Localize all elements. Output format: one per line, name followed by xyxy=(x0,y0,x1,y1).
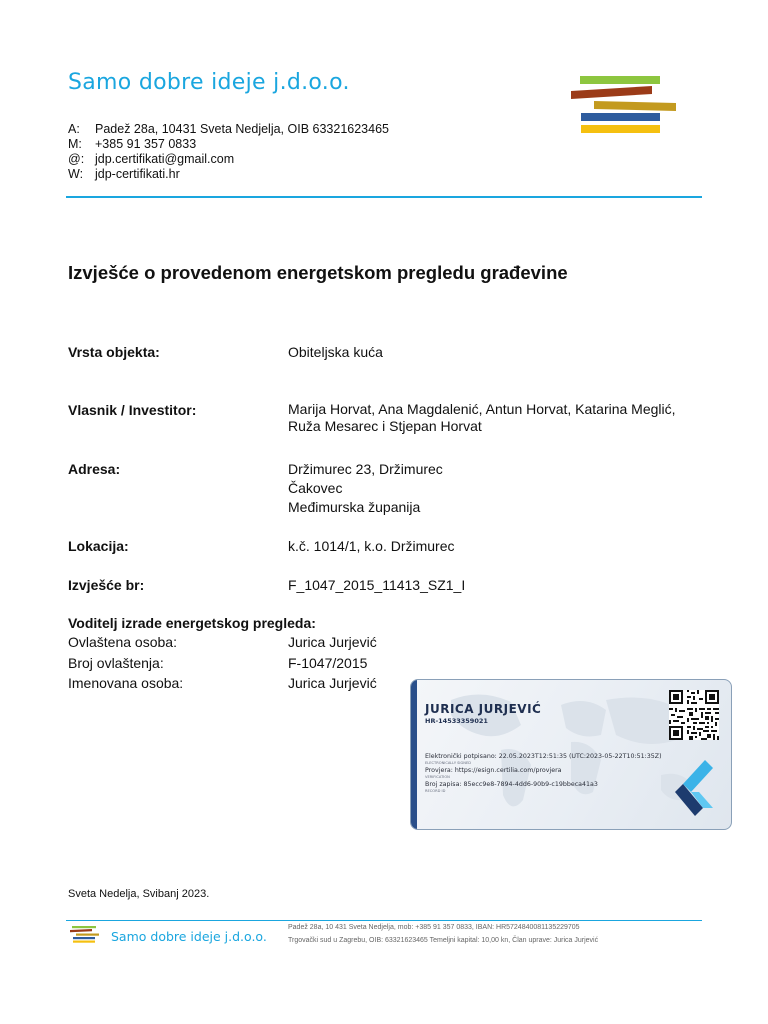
email-link[interactable]: jdp.certifikati@gmail.com xyxy=(95,152,235,166)
type-label: Vrsta objekta: xyxy=(68,344,160,360)
appointed-label: Imenovana osoba: xyxy=(68,675,184,691)
footer-legal-line: Trgovački sud u Zagrebu, OIB: 63321623465 Temeljni kapital: 10,00 kn, Član uprave: Jurica Jurjević xyxy=(288,937,599,944)
qr-code-icon xyxy=(669,690,719,740)
header-divider xyxy=(66,196,702,198)
address-value-line-1: Držimurec 23, Držimurec xyxy=(288,461,443,477)
signer-id: HR-14533359021 xyxy=(425,717,488,725)
footer-company-name: Samo dobre ideje j.d.o.o. xyxy=(111,929,267,944)
type-value: Obiteljska kuća xyxy=(288,344,383,360)
location-value: k.č. 1014/1, k.o. Držimurec xyxy=(288,538,455,554)
verification-link[interactable]: Provjera: https://esign.certilia.com/provjera xyxy=(425,767,562,774)
mobile-text: +385 91 357 0833 xyxy=(95,137,197,151)
license-label: Broj ovlaštenja: xyxy=(68,655,164,671)
signed-caption: ELECTRONICALLY SIGNED xyxy=(425,761,472,765)
address-label: Adresa: xyxy=(68,461,121,477)
verification-caption: VERIFICATION xyxy=(425,775,450,779)
owner-value-line-2: Ruža Mesarec i Stjepan Horvat xyxy=(288,418,482,434)
signer-name: JURICA JURJEVIĆ xyxy=(425,702,542,716)
record-id: Broj zapisa: 85ecc9e8-7894-4dd6-90b9-c19bbeca41a3 xyxy=(425,781,598,788)
contact-mobile: M: +385 91 357 0833 xyxy=(68,137,197,151)
lead-heading: Voditelj izrade energetskog pregleda: xyxy=(68,615,316,631)
footer-divider xyxy=(66,920,702,921)
license-value: F-1047/2015 xyxy=(288,655,368,671)
owner-value-line-1: Marija Horvat, Ana Magdalenić, Antun Horvat, Katarina Meglić, xyxy=(288,401,676,417)
footer-logo-icon xyxy=(70,926,100,944)
signed-timestamp: Elektronički potpisano: 22.05.2023T12:51:35 (UTC:2023-05-22T10:51:35Z) xyxy=(425,753,662,760)
place-date: Sveta Nedelja, Svibanj 2023. xyxy=(68,888,210,900)
address-text: Padež 28a, 10431 Sveta Nedjelja, OIB 63321623465 xyxy=(95,122,389,136)
authorized-value: Jurica Jurjević xyxy=(288,634,377,650)
footer-address-line: Padež 28a, 10 431 Sveta Nedjelja, mob: +385 91 357 0833, IBAN: HR5724840081135229705 xyxy=(288,924,580,931)
web-link[interactable]: jdp-certifikati.hr xyxy=(95,167,180,181)
company-logo-icon xyxy=(570,74,680,136)
contact-email: @: jdp.certifikati@gmail.com xyxy=(68,152,235,166)
certilia-logo-icon xyxy=(669,758,717,820)
contact-address: A: Padež 28a, 10431 Sveta Nedjelja, OIB 63321623465 xyxy=(68,122,389,136)
appointed-value: Jurica Jurjević xyxy=(288,675,377,691)
contact-web: W: jdp-certifikati.hr xyxy=(68,167,180,181)
address-value-line-2: Čakovec xyxy=(288,480,343,496)
address-value-line-3: Međimurska županija xyxy=(288,499,421,515)
location-label: Lokacija: xyxy=(68,538,129,554)
company-name: Samo dobre ideje j.d.o.o. xyxy=(68,70,350,95)
record-caption: RECORD ID xyxy=(425,789,446,793)
report-number-label: Izvješće br: xyxy=(68,577,145,593)
document-title: Izvješće o provedenom energetskom pregledu građevine xyxy=(68,262,568,283)
signature-accent-bar xyxy=(411,680,417,829)
electronic-signature-card xyxy=(410,679,732,830)
report-number-value: F_1047_2015_11413_SZ1_I xyxy=(288,577,466,593)
authorized-label: Ovlaštena osoba: xyxy=(68,634,177,650)
owner-label: Vlasnik / Investitor: xyxy=(68,402,197,418)
